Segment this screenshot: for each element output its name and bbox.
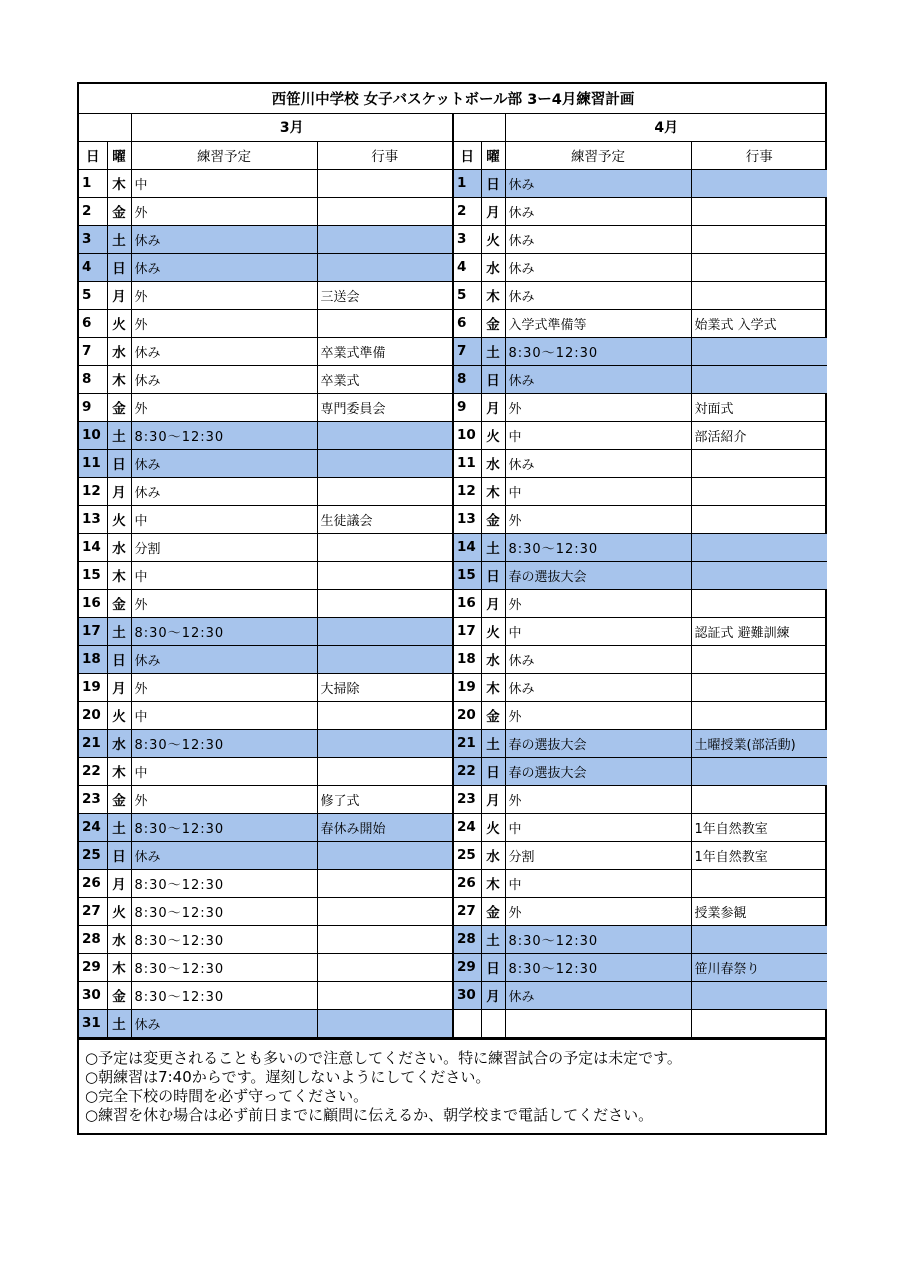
schedule-row (79, 729, 827, 757)
april-weekday-cell: 木 (481, 673, 505, 701)
march-practice-cell: 8:30～12:30 (131, 421, 317, 449)
note-item: ○完全下校の時間を必ず守ってください。 (85, 1086, 369, 1105)
april-weekday-cell: 月 (481, 981, 505, 1009)
april-day-cell: 26 (453, 869, 481, 897)
april-day-cell: 5 (453, 281, 481, 309)
schedule-row (79, 757, 827, 785)
march-event-cell: 三送会 (317, 281, 453, 309)
april-event-cell (691, 169, 827, 197)
column-header-weekday: 曜 (481, 141, 505, 169)
note-item: ○予定は変更されることも多いので注意してください。特に練習試合の予定は未定です。 (85, 1048, 682, 1067)
april-practice-cell: 休み (505, 197, 691, 225)
march-practice-cell: 休み (131, 1009, 317, 1037)
april-event-cell (691, 449, 827, 477)
april-event-cell (691, 1009, 827, 1037)
march-day-cell: 29 (79, 953, 107, 981)
schedule-row (79, 197, 827, 225)
march-event-cell (317, 897, 453, 925)
schedule-row (79, 841, 827, 869)
april-day-cell: 12 (453, 477, 481, 505)
april-day-cell: 2 (453, 197, 481, 225)
column-header-event: 行事 (691, 141, 827, 169)
march-practice-cell: 中 (131, 701, 317, 729)
march-day-cell: 20 (79, 701, 107, 729)
march-weekday-cell: 火 (107, 701, 131, 729)
april-event-cell (691, 225, 827, 253)
april-event-cell (691, 785, 827, 813)
april-practice-cell: 中 (505, 869, 691, 897)
april-weekday-cell: 金 (481, 897, 505, 925)
march-weekday-cell: 月 (107, 477, 131, 505)
april-event-cell (691, 701, 827, 729)
april-day-cell: 3 (453, 225, 481, 253)
march-day-cell: 14 (79, 533, 107, 561)
march-event-cell (317, 477, 453, 505)
april-day-cell: 29 (453, 953, 481, 981)
april-day-cell: 4 (453, 253, 481, 281)
march-event-cell (317, 169, 453, 197)
schedule-row (79, 393, 827, 421)
march-event-cell (317, 701, 453, 729)
march-practice-cell: 外 (131, 785, 317, 813)
april-event-cell (691, 337, 827, 365)
april-event-cell (691, 925, 827, 953)
schedule-row (79, 645, 827, 673)
march-day-cell: 30 (79, 981, 107, 1009)
march-event-cell (317, 617, 453, 645)
april-day-cell (453, 1009, 481, 1037)
march-weekday-cell: 日 (107, 253, 131, 281)
april-event-cell: 1年自然教室 (691, 813, 827, 841)
march-weekday-cell: 水 (107, 925, 131, 953)
april-day-cell: 10 (453, 421, 481, 449)
march-weekday-cell: 日 (107, 645, 131, 673)
april-day-cell: 14 (453, 533, 481, 561)
april-day-cell: 15 (453, 561, 481, 589)
april-weekday-cell: 水 (481, 645, 505, 673)
april-weekday-cell: 金 (481, 701, 505, 729)
march-practice-cell: 休み (131, 477, 317, 505)
april-weekday-cell: 水 (481, 253, 505, 281)
april-practice-cell: 外 (505, 589, 691, 617)
april-day-cell: 24 (453, 813, 481, 841)
march-weekday-cell: 火 (107, 897, 131, 925)
april-practice-cell: 分割 (505, 841, 691, 869)
march-day-cell: 1 (79, 169, 107, 197)
march-day-cell: 26 (79, 869, 107, 897)
april-day-cell: 16 (453, 589, 481, 617)
april-practice-cell: 休み (505, 981, 691, 1009)
march-event-cell (317, 1009, 453, 1037)
april-practice-cell: 休み (505, 449, 691, 477)
april-day-cell: 9 (453, 393, 481, 421)
april-weekday-cell: 土 (481, 533, 505, 561)
march-day-cell: 2 (79, 197, 107, 225)
march-weekday-cell: 日 (107, 841, 131, 869)
march-practice-cell: 8:30～12:30 (131, 729, 317, 757)
column-header-weekday: 曜 (107, 141, 131, 169)
april-practice-cell: 休み (505, 225, 691, 253)
march-event-cell (317, 533, 453, 561)
march-practice-cell: 休み (131, 337, 317, 365)
april-day-cell: 11 (453, 449, 481, 477)
march-day-cell: 18 (79, 645, 107, 673)
schedule-table (79, 84, 827, 1038)
march-day-cell: 11 (79, 449, 107, 477)
april-day-cell: 23 (453, 785, 481, 813)
march-practice-cell: 8:30～12:30 (131, 953, 317, 981)
march-weekday-cell: 木 (107, 561, 131, 589)
april-event-cell (691, 365, 827, 393)
april-practice-cell: 外 (505, 897, 691, 925)
march-weekday-cell: 水 (107, 337, 131, 365)
schedule-row (79, 953, 827, 981)
schedule-row (79, 421, 827, 449)
april-event-cell: 土曜授業(部活動) (691, 729, 827, 757)
march-weekday-cell: 金 (107, 589, 131, 617)
notes-section (79, 1038, 825, 1133)
schedule-row (79, 281, 827, 309)
march-event-cell (317, 253, 453, 281)
march-practice-cell: 8:30～12:30 (131, 925, 317, 953)
schedule-row (79, 981, 827, 1009)
april-weekday-cell: 金 (481, 309, 505, 337)
march-day-cell: 13 (79, 505, 107, 533)
march-day-cell: 4 (79, 253, 107, 281)
march-day-cell: 27 (79, 897, 107, 925)
march-practice-cell: 8:30～12:30 (131, 897, 317, 925)
march-practice-cell: 中 (131, 757, 317, 785)
march-event-cell: 修了式 (317, 785, 453, 813)
april-day-cell: 7 (453, 337, 481, 365)
march-day-cell: 31 (79, 1009, 107, 1037)
april-event-cell: 部活紹介 (691, 421, 827, 449)
april-weekday-cell: 土 (481, 729, 505, 757)
march-weekday-cell: 月 (107, 869, 131, 897)
march-day-cell: 22 (79, 757, 107, 785)
schedule-row (79, 1009, 827, 1037)
april-weekday-cell: 金 (481, 505, 505, 533)
march-practice-cell: 外 (131, 197, 317, 225)
schedule-row (79, 897, 827, 925)
schedule-row (79, 449, 827, 477)
schedule-row (79, 561, 827, 589)
march-weekday-cell: 木 (107, 365, 131, 393)
march-practice-cell: 8:30～12:30 (131, 813, 317, 841)
march-day-cell: 7 (79, 337, 107, 365)
april-event-cell: 笹川春祭り (691, 953, 827, 981)
april-event-cell: 始業式 入学式 (691, 309, 827, 337)
march-practice-cell: 分割 (131, 533, 317, 561)
march-practice-cell: 中 (131, 505, 317, 533)
april-practice-cell: 休み (505, 365, 691, 393)
april-practice-cell: 入学式準備等 (505, 309, 691, 337)
march-practice-cell: 8:30～12:30 (131, 617, 317, 645)
schedule-row (79, 169, 827, 197)
march-practice-cell: 8:30～12:30 (131, 869, 317, 897)
april-practice-cell: 中 (505, 421, 691, 449)
march-weekday-cell: 金 (107, 197, 131, 225)
april-practice-cell: 休み (505, 673, 691, 701)
march-event-cell (317, 953, 453, 981)
april-day-cell: 20 (453, 701, 481, 729)
april-day-cell: 1 (453, 169, 481, 197)
april-event-cell (691, 645, 827, 673)
april-weekday-cell: 日 (481, 561, 505, 589)
march-day-cell: 9 (79, 393, 107, 421)
schedule-row (79, 785, 827, 813)
april-event-cell (691, 981, 827, 1009)
column-header-event: 行事 (317, 141, 453, 169)
march-day-cell: 28 (79, 925, 107, 953)
april-practice-cell: 外 (505, 393, 691, 421)
march-practice-cell: 外 (131, 309, 317, 337)
april-weekday-cell: 木 (481, 477, 505, 505)
march-practice-cell: 外 (131, 673, 317, 701)
april-event-cell: 対面式 (691, 393, 827, 421)
march-practice-cell: 休み (131, 449, 317, 477)
schedule-row (79, 925, 827, 953)
month-spacer-april (453, 113, 505, 141)
april-practice-cell: 外 (505, 785, 691, 813)
april-day-cell: 30 (453, 981, 481, 1009)
march-event-cell (317, 757, 453, 785)
march-event-cell (317, 197, 453, 225)
march-day-cell: 3 (79, 225, 107, 253)
march-day-cell: 21 (79, 729, 107, 757)
april-practice-cell: 中 (505, 617, 691, 645)
march-day-cell: 15 (79, 561, 107, 589)
april-weekday-cell: 土 (481, 925, 505, 953)
march-day-cell: 23 (79, 785, 107, 813)
schedule-row (79, 505, 827, 533)
march-practice-cell: 中 (131, 169, 317, 197)
april-weekday-cell: 月 (481, 393, 505, 421)
april-practice-cell: 休み (505, 253, 691, 281)
april-event-cell (691, 869, 827, 897)
march-practice-cell: 外 (131, 281, 317, 309)
schedule-row (79, 337, 827, 365)
april-weekday-cell: 火 (481, 813, 505, 841)
march-event-cell (317, 309, 453, 337)
march-weekday-cell: 水 (107, 729, 131, 757)
march-weekday-cell: 木 (107, 757, 131, 785)
march-weekday-cell: 土 (107, 421, 131, 449)
march-weekday-cell: 火 (107, 309, 131, 337)
note-item: ○朝練習は7:40からです。遅刻しないようにしてください。 (85, 1067, 491, 1086)
april-event-cell (691, 589, 827, 617)
march-event-cell (317, 561, 453, 589)
march-event-cell (317, 589, 453, 617)
schedule-row (79, 365, 827, 393)
april-practice-cell: 8:30～12:30 (505, 925, 691, 953)
april-day-cell: 18 (453, 645, 481, 673)
page-title: 西笹川中学校 女子バスケットボール部 3ー4月練習計画 (79, 84, 827, 113)
april-event-cell (691, 505, 827, 533)
april-weekday-cell: 木 (481, 869, 505, 897)
march-practice-cell: 外 (131, 589, 317, 617)
march-practice-cell: 休み (131, 645, 317, 673)
march-weekday-cell: 火 (107, 505, 131, 533)
april-event-cell (691, 561, 827, 589)
april-event-cell (691, 533, 827, 561)
april-practice-cell: 中 (505, 477, 691, 505)
march-event-cell (317, 925, 453, 953)
april-practice-cell: 中 (505, 813, 691, 841)
schedule-row (79, 477, 827, 505)
march-day-cell: 24 (79, 813, 107, 841)
april-practice-cell: 外 (505, 505, 691, 533)
april-practice-cell: 休み (505, 169, 691, 197)
march-day-cell: 12 (79, 477, 107, 505)
march-practice-cell: 8:30～12:30 (131, 981, 317, 1009)
april-weekday-cell: 日 (481, 757, 505, 785)
april-weekday-cell: 日 (481, 365, 505, 393)
march-weekday-cell: 土 (107, 617, 131, 645)
april-weekday-cell: 月 (481, 197, 505, 225)
schedule-row (79, 253, 827, 281)
column-header-day: 日 (79, 141, 107, 169)
month-spacer-march (79, 113, 131, 141)
march-event-cell: 生徒議会 (317, 505, 453, 533)
april-weekday-cell: 日 (481, 169, 505, 197)
march-event-cell (317, 645, 453, 673)
march-event-cell: 大掃除 (317, 673, 453, 701)
april-event-cell (691, 673, 827, 701)
schedule-row (79, 589, 827, 617)
march-event-cell (317, 449, 453, 477)
column-header-practice: 練習予定 (131, 141, 317, 169)
april-weekday-cell: 火 (481, 225, 505, 253)
april-day-cell: 27 (453, 897, 481, 925)
april-weekday-cell: 火 (481, 421, 505, 449)
march-weekday-cell: 月 (107, 281, 131, 309)
schedule-row (79, 225, 827, 253)
practice-schedule-sheet (77, 82, 827, 1135)
april-event-cell: 1年自然教室 (691, 841, 827, 869)
schedule-row (79, 701, 827, 729)
april-practice-cell: 休み (505, 645, 691, 673)
march-weekday-cell: 土 (107, 813, 131, 841)
march-event-cell (317, 981, 453, 1009)
april-day-cell: 22 (453, 757, 481, 785)
april-day-cell: 25 (453, 841, 481, 869)
april-practice-cell (505, 1009, 691, 1037)
schedule-row (79, 617, 827, 645)
march-event-cell: 専門委員会 (317, 393, 453, 421)
schedule-row (79, 533, 827, 561)
april-weekday-cell: 日 (481, 953, 505, 981)
march-practice-cell: 中 (131, 561, 317, 589)
march-event-cell: 春休み開始 (317, 813, 453, 841)
april-practice-cell: 春の選抜大会 (505, 729, 691, 757)
march-event-cell (317, 841, 453, 869)
march-event-cell: 卒業式 (317, 365, 453, 393)
april-day-cell: 13 (453, 505, 481, 533)
column-header-day: 日 (453, 141, 481, 169)
march-practice-cell: 休み (131, 365, 317, 393)
note-item: ○練習を休む場合は必ず前日までに顧問に伝えるか、朝学校まで電話してください。 (85, 1105, 654, 1124)
april-practice-cell: 春の選抜大会 (505, 757, 691, 785)
march-practice-cell: 休み (131, 225, 317, 253)
march-day-cell: 19 (79, 673, 107, 701)
april-event-cell: 認証式 避難訓練 (691, 617, 827, 645)
march-day-cell: 25 (79, 841, 107, 869)
april-weekday-cell: 水 (481, 449, 505, 477)
march-day-cell: 8 (79, 365, 107, 393)
april-day-cell: 28 (453, 925, 481, 953)
march-practice-cell: 休み (131, 253, 317, 281)
april-weekday-cell: 火 (481, 617, 505, 645)
april-day-cell: 21 (453, 729, 481, 757)
march-event-cell: 卒業式準備 (317, 337, 453, 365)
march-weekday-cell: 土 (107, 225, 131, 253)
march-practice-cell: 外 (131, 393, 317, 421)
april-practice-cell: 8:30～12:30 (505, 337, 691, 365)
april-day-cell: 17 (453, 617, 481, 645)
march-weekday-cell: 木 (107, 169, 131, 197)
april-practice-cell: 8:30～12:30 (505, 533, 691, 561)
march-day-cell: 6 (79, 309, 107, 337)
schedule-row (79, 309, 827, 337)
april-day-cell: 19 (453, 673, 481, 701)
schedule-row (79, 673, 827, 701)
march-event-cell (317, 869, 453, 897)
march-event-cell (317, 729, 453, 757)
schedule-row (79, 869, 827, 897)
april-practice-cell: 8:30～12:30 (505, 953, 691, 981)
april-weekday-cell (481, 1009, 505, 1037)
march-weekday-cell: 水 (107, 533, 131, 561)
column-header-practice: 練習予定 (505, 141, 691, 169)
april-event-cell (691, 477, 827, 505)
april-weekday-cell: 土 (481, 337, 505, 365)
march-weekday-cell: 日 (107, 449, 131, 477)
march-practice-cell: 休み (131, 841, 317, 869)
april-event-cell: 授業参観 (691, 897, 827, 925)
march-weekday-cell: 金 (107, 393, 131, 421)
april-practice-cell: 外 (505, 701, 691, 729)
april-event-cell (691, 281, 827, 309)
march-day-cell: 16 (79, 589, 107, 617)
march-weekday-cell: 金 (107, 981, 131, 1009)
march-weekday-cell: 木 (107, 953, 131, 981)
schedule-row (79, 813, 827, 841)
april-weekday-cell: 月 (481, 785, 505, 813)
april-day-cell: 8 (453, 365, 481, 393)
march-day-cell: 5 (79, 281, 107, 309)
april-day-cell: 6 (453, 309, 481, 337)
march-day-cell: 10 (79, 421, 107, 449)
april-event-cell (691, 197, 827, 225)
april-practice-cell: 休み (505, 281, 691, 309)
april-weekday-cell: 木 (481, 281, 505, 309)
april-event-cell (691, 253, 827, 281)
april-weekday-cell: 月 (481, 589, 505, 617)
march-event-cell (317, 225, 453, 253)
month-heading-april: 4月 (505, 113, 827, 141)
march-weekday-cell: 金 (107, 785, 131, 813)
april-weekday-cell: 水 (481, 841, 505, 869)
april-practice-cell: 春の選抜大会 (505, 561, 691, 589)
april-event-cell (691, 757, 827, 785)
march-weekday-cell: 土 (107, 1009, 131, 1037)
march-day-cell: 17 (79, 617, 107, 645)
march-weekday-cell: 月 (107, 673, 131, 701)
month-heading-march: 3月 (131, 113, 453, 141)
march-event-cell (317, 421, 453, 449)
